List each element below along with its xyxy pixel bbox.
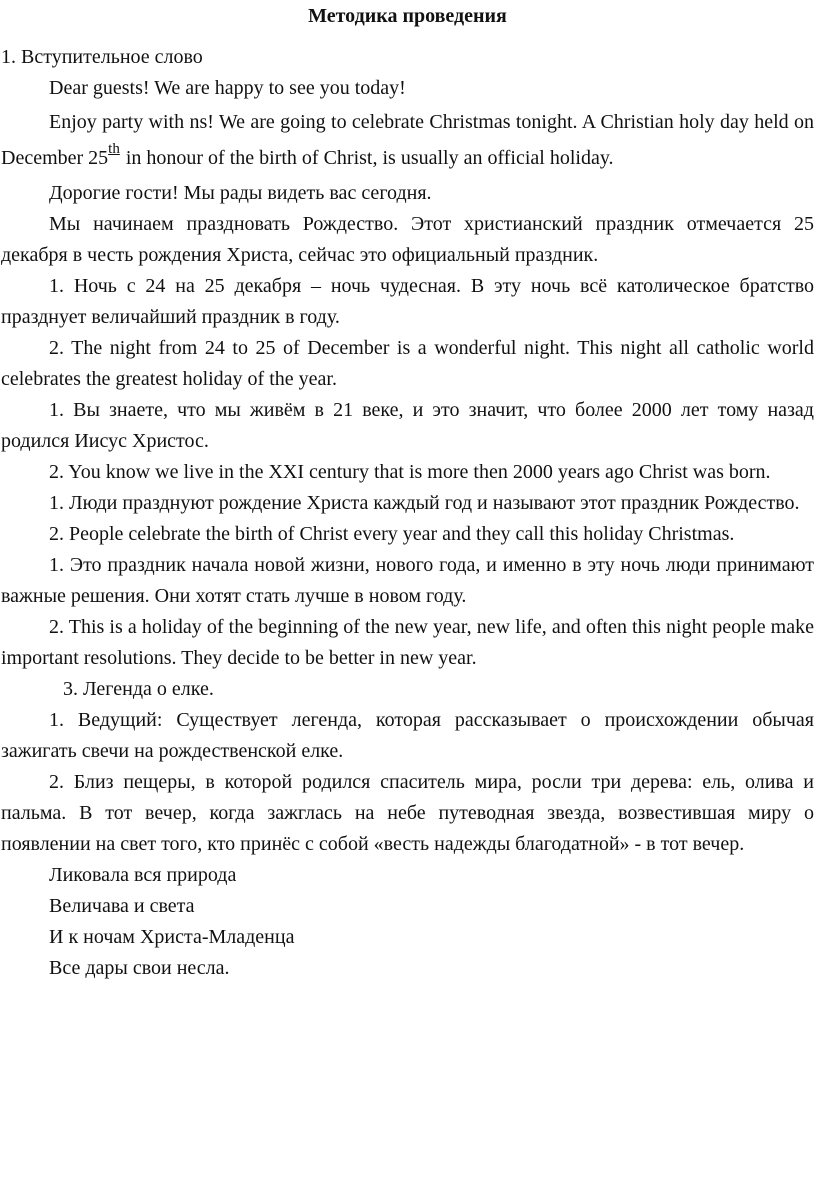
- greeting-english: Dear guests! We are happy to see you today!: [49, 77, 406, 99]
- dialogue-line: 2. People celebrate the birth of Christ every year and they call this holiday Christmas.: [49, 523, 735, 545]
- legend-paragraph: 1. Ведущий: Существует легенда, которая рассказывает о происхождении обычая зажигать свечи на рождественской елке.: [1, 709, 814, 762]
- legend-paragraph: 2. Близ пещеры, в которой родился спаситель мира, росли три дерева: ель, олива и пальма. В тот вечер, когда зажглась на небе путеводная звезда, возвестившая миру о появлении на свет того, кто принёс с собой «весть надежды благодатной» - в тот вечер.: [1, 771, 814, 855]
- greeting-russian: Дорогие гости! Мы рады видеть вас сегодня.: [49, 182, 432, 204]
- ordinal-superscript: th: [108, 141, 120, 157]
- dialogue-line: 1. Люди празднуют рождение Христа каждый год и называют этот праздник Рождество.: [49, 492, 800, 514]
- dialogue-line: 2. You know we live in the XXI century that is more then 2000 years ago Christ was born.: [49, 461, 771, 483]
- dialogue-line: 1. Ночь с 24 на 25 декабря – ночь чудесная. В эту ночь всё католическое братство празднует величайший праздник в году.: [1, 275, 814, 328]
- dialogue-line: 2. The night from 24 to 25 of December is a wonderful night. This night all catholic world celebrates the greatest holiday of the year.: [1, 337, 814, 390]
- poem-line: Все дары свои несла.: [49, 957, 230, 979]
- dialogue-line: 2. This is a holiday of the beginning of the new year, new life, and often this night people make important resolutions. They decide to be better in new year.: [1, 616, 814, 669]
- intro-english-part2: in honour of the birth of Christ, is usually an official holiday.: [125, 147, 614, 169]
- intro-russian: Мы начинаем праздновать Рождество. Этот христианский праздник отмечается 25 декабря в честь рождения Христа, сейчас это официальный праздник.: [1, 213, 814, 266]
- intro-english-part1: Enjoy party with ns! We are going to celebrate Christmas tonight. A Christian holy day held on December 25: [1, 111, 814, 169]
- page-title: Методика проведения: [308, 5, 507, 27]
- section-heading-intro: 1. Вступительное слово: [1, 46, 203, 68]
- section-heading-legend: 3. Легенда о елке.: [63, 678, 214, 700]
- intro-english: [1, 104, 814, 178]
- poem-line: Ликовала вся природа: [49, 864, 237, 886]
- dialogue-line: 1. Вы знаете, что мы живём в 21 веке, и это значит, что более 2000 лет тому назад родился Иисус Христос.: [1, 399, 814, 452]
- dialogue-line: 1. Это праздник начала новой жизни, нового года, и именно в эту ночь люди принимают важные решения. Они хотят стать лучше в новом году.: [1, 554, 814, 607]
- poem-line: Величава и света: [49, 895, 195, 917]
- poem-line: И к ночам Христа-Младенца: [49, 926, 295, 948]
